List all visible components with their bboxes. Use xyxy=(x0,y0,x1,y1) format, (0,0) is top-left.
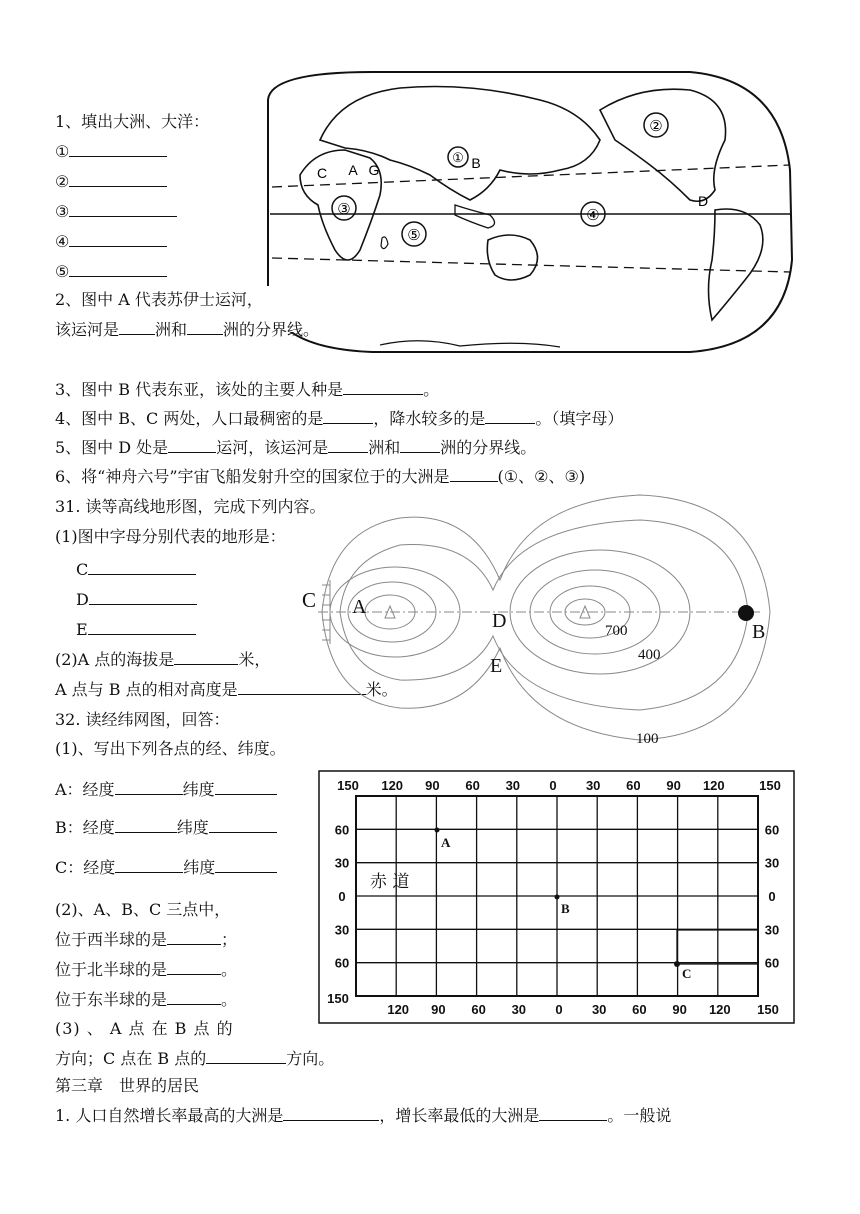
q32-title: 32. 读经纬网图，回答： xyxy=(55,710,230,729)
grid-point-B: B xyxy=(561,901,570,916)
map-letter-C: C xyxy=(316,165,328,181)
q4: 4、图中 B、C 两处，人口最稠密的是 ，降水较多的是 。（填字母） xyxy=(55,409,624,428)
contour-400: 400 xyxy=(638,647,661,663)
contour-B: B xyxy=(752,621,766,643)
top-longitude-label: 30 xyxy=(585,778,601,793)
contour-700: 700 xyxy=(605,623,628,639)
left-latitude-label: 60 xyxy=(334,955,350,971)
q32-west: 位于西半球的是 ； xyxy=(55,930,238,949)
q32-A: A：经度 纬度 xyxy=(55,780,277,800)
blank-3: ③ xyxy=(55,202,177,222)
contour-A: A xyxy=(352,596,367,618)
q32-C: C：经度 纬度 xyxy=(55,858,277,878)
map-letter-B: B xyxy=(471,155,481,171)
top-longitude-label: 60 xyxy=(465,778,480,793)
chapter-q1: 1. 人口自然增长率最高的大洲是 ，增长率最低的大洲是 。一般说 xyxy=(55,1106,672,1125)
bottom-longitude-label: 30 xyxy=(511,1002,527,1017)
equator-label: 赤 道 xyxy=(370,872,410,892)
q1-title: 1、填出大洲、大洋： xyxy=(55,112,210,131)
q31-sub2: (2)A 点的海拔是 米， xyxy=(55,650,271,669)
q31-title: 31. 读等高线地形图，完成下列内容。 xyxy=(55,497,326,516)
q32-sub2: (2)、A、B、C 三点中， xyxy=(55,900,231,919)
right-latitude-label: 60 xyxy=(764,955,780,971)
q5: 5、图中 D 处是 运河，该运河是 洲和 洲的分界线。 xyxy=(55,438,537,457)
map-letter-D: D xyxy=(697,193,709,209)
q32-north: 位于北半球的是 。 xyxy=(55,960,238,979)
bottom-longitude-label: 150 xyxy=(757,1002,779,1017)
q31-E: E xyxy=(76,620,196,640)
grid-point-A: A xyxy=(441,835,451,850)
q31-sub2-b: A 点与 B 点的相对高度是 米。 xyxy=(55,680,398,699)
contour-C: C xyxy=(302,588,317,612)
left-latitude-label: 0 xyxy=(338,889,346,904)
map-number-4: ④ xyxy=(586,207,600,224)
contour-D: D xyxy=(492,610,507,632)
left-latitude-label: 30 xyxy=(334,922,350,938)
left-latitude-label: 30 xyxy=(334,855,350,871)
bottom-longitude-label: 120 xyxy=(387,1002,410,1017)
map-number-1: ① xyxy=(452,150,464,165)
top-longitude-label: 0 xyxy=(549,778,557,793)
bottom-longitude-label: 120 xyxy=(708,1002,731,1017)
q31-sub1: (1)图中字母分别代表的地形是： xyxy=(55,527,286,546)
q31-C: C xyxy=(76,560,196,580)
q32-sub1: (1)、写出下列各点的经、纬度。 xyxy=(55,739,286,758)
bottom-longitude-label: 30 xyxy=(591,1002,607,1017)
right-latitude-label: 60 xyxy=(764,822,780,838)
contour-E: E xyxy=(490,655,503,677)
blank-1: ① xyxy=(55,142,167,162)
map-letter-A: A xyxy=(348,162,358,178)
q32-B: B：经度 纬度 xyxy=(55,818,277,838)
top-longitude-label: 90 xyxy=(425,778,440,793)
q6: 6、将“神舟六号”宇宙飞船发射升空的国家位于的大洲是 (①、②、③) xyxy=(55,467,586,486)
q2-line2: 该运河是 洲和 洲的分界线。 xyxy=(55,320,320,339)
q32-east: 位于东半球的是 。 xyxy=(55,990,238,1009)
bottom-longitude-label: 60 xyxy=(632,1002,647,1017)
top-longitude-label: 90 xyxy=(666,778,681,793)
blank-2: ② xyxy=(55,172,167,192)
map-number-5: ⑤ xyxy=(407,227,421,244)
top-longitude-label: 120 xyxy=(702,778,725,793)
top-longitude-label: 120 xyxy=(381,778,404,793)
bottom-longitude-label: 0 xyxy=(555,1002,563,1017)
q32-sub3-b: 方向；C 点在 B 点的 方向。 xyxy=(55,1049,335,1068)
blank-5: ⑤ xyxy=(55,262,167,282)
bottom-longitude-label: 150 xyxy=(327,991,349,1006)
top-longitude-label: 150 xyxy=(337,778,359,793)
right-latitude-label: 30 xyxy=(764,855,780,871)
top-longitude-label: 150 xyxy=(759,778,781,793)
contour-100: 100 xyxy=(636,731,659,747)
top-longitude-label: 30 xyxy=(505,778,521,793)
map-number-3: ③ xyxy=(337,201,351,218)
top-longitude-label: 60 xyxy=(626,778,641,793)
q31-D: D xyxy=(76,590,197,610)
bottom-longitude-label: 60 xyxy=(471,1002,486,1017)
q3: 3、图中 B 代表东亚，该处的主要人种是 。 xyxy=(55,380,440,399)
right-latitude-label: 30 xyxy=(764,922,780,938)
grid-point-C: C xyxy=(682,966,692,981)
q2-line1: 2、图中 A 代表苏伊士运河， xyxy=(55,290,263,309)
map-letter-G: G xyxy=(368,162,380,178)
chapter-title: 第三章 世界的居民 xyxy=(55,1076,200,1095)
q32-sub3: (3) 、 A 点 在 B 点 的 xyxy=(55,1019,234,1038)
map-number-2: ② xyxy=(649,118,663,135)
bottom-longitude-label: 90 xyxy=(431,1002,446,1017)
bottom-longitude-label: 90 xyxy=(672,1002,687,1017)
left-latitude-label: 60 xyxy=(334,822,350,838)
blank-4: ④ xyxy=(55,232,167,252)
right-latitude-label: 0 xyxy=(768,889,776,904)
